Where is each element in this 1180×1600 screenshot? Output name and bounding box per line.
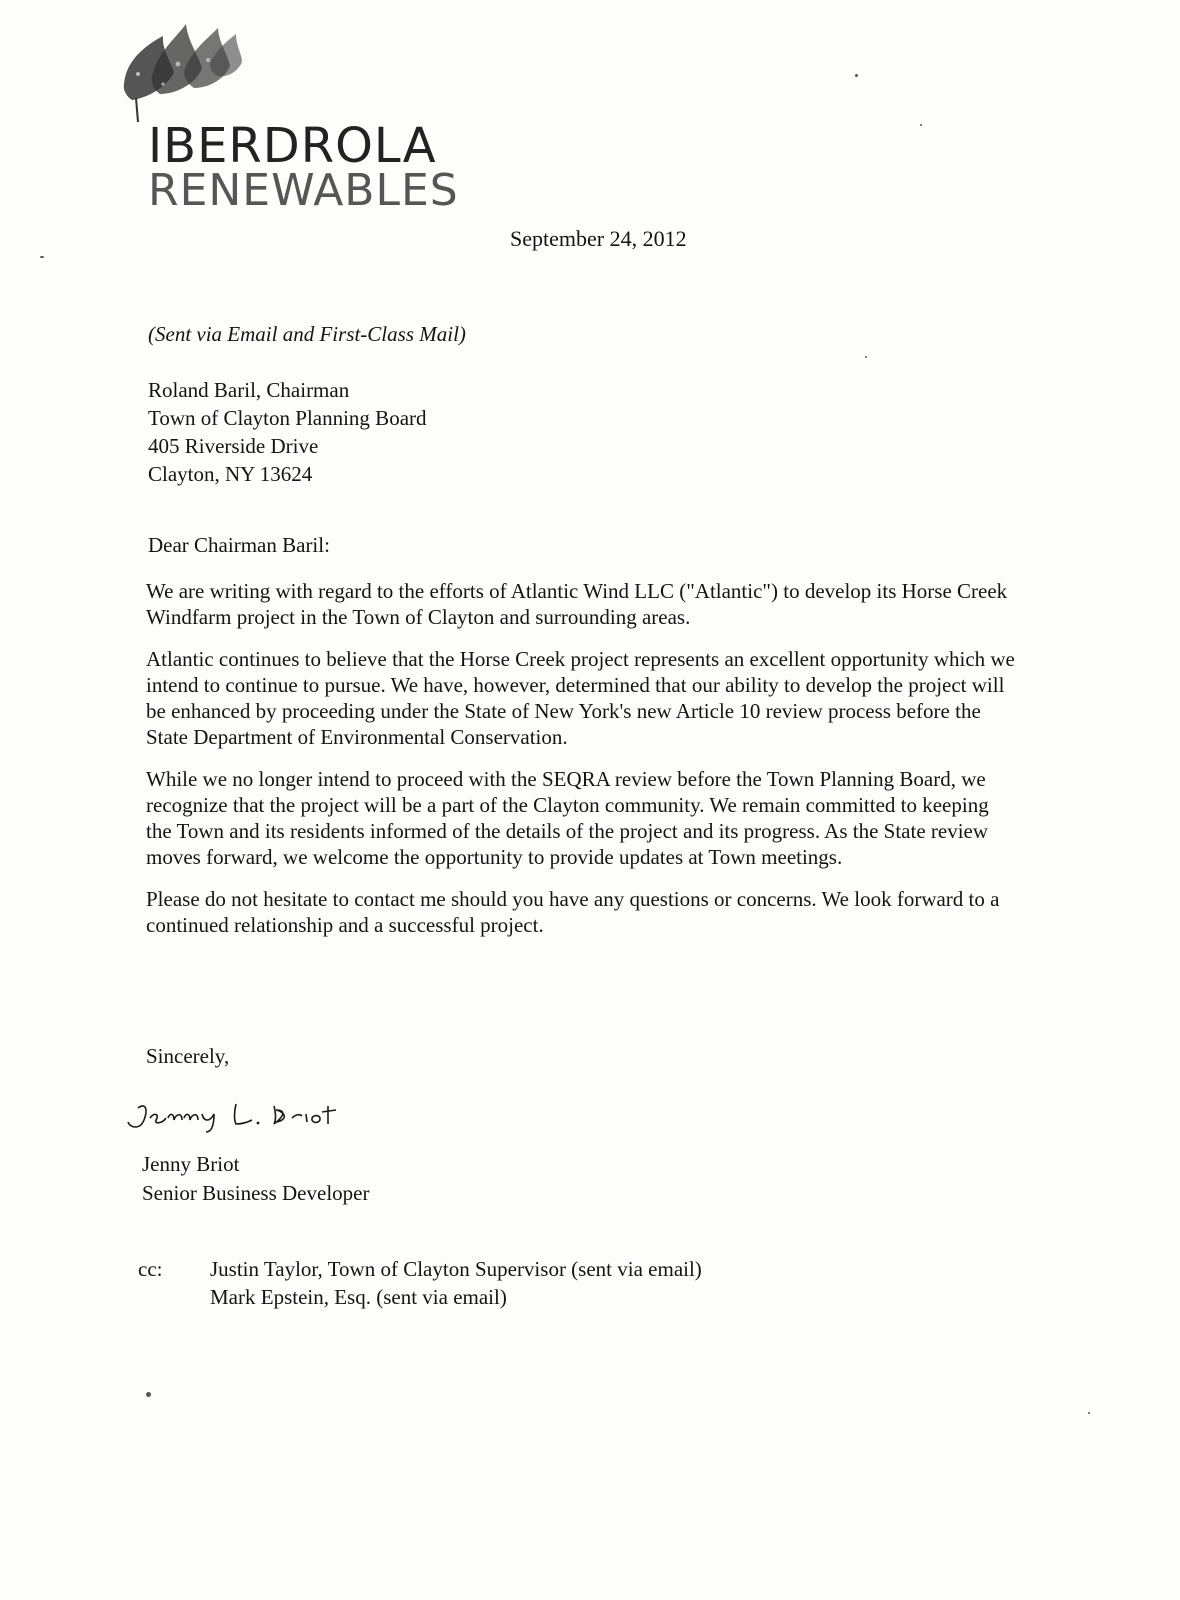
- address-line: 405 Riverside Drive: [148, 434, 319, 458]
- cc-recipient: Mark Epstein, Esq. (sent via email): [210, 1285, 507, 1309]
- address-line: Clayton, NY 13624: [148, 462, 313, 486]
- scan-speck: [1088, 1412, 1090, 1414]
- scan-speck: [146, 1392, 151, 1397]
- salutation: Dear Chairman Baril:: [148, 533, 330, 557]
- letter-body: [146, 578, 1016, 954]
- handwritten-signature: [124, 1088, 364, 1136]
- signer-title: Senior Business Developer: [142, 1181, 370, 1205]
- recipient-address: [148, 376, 427, 488]
- scan-speck: [40, 256, 44, 258]
- letterhead: [118, 14, 478, 216]
- brand-name-line2: RENEWABLES: [148, 165, 459, 216]
- cc-recipient: Justin Taylor, Town of Clayton Supervisor (sent via email): [210, 1257, 702, 1281]
- delivery-note: (Sent via Email and First-Class Mail): [148, 322, 466, 346]
- address-line: Roland Baril, Chairman: [148, 378, 350, 402]
- address-line: Town of Clayton Planning Board: [148, 406, 427, 430]
- scan-speck: [920, 124, 922, 126]
- body-paragraph: While we no longer intend to proceed with the SEQRA review before the Town Planning Board, we recognize that the project will be a part of the Clayton community. We remain committed to keeping the Town and its residents informed of the details of the project and its progress. As the State review moves forward, we welcome the opportunity to provide updates at Town meetings.: [146, 767, 989, 869]
- letter-date: September 24, 2012: [510, 226, 687, 251]
- body-paragraph: We are writing with regard to the efforts of Atlantic Wind LLC ("Atlantic") to develop its Horse Creek Windfarm project in the Town of Clayton and surrounding areas.: [146, 579, 1008, 629]
- closing: Sincerely,: [146, 1044, 230, 1068]
- body-paragraph: Atlantic continues to believe that the Horse Creek project represents an excellent opportunity which we intend to continue to pursue. We have, however, determined that our ability to develop the project will be enhanced by proceeding under the State of New York's new Article 10 review process before the State Department of Environmental Conservation.: [146, 647, 1015, 749]
- scan-speck: [865, 356, 867, 358]
- signer-block: [142, 1150, 369, 1208]
- brand-name-line1: IBERDROLA: [148, 118, 437, 174]
- scan-speck: [855, 74, 858, 77]
- cc-label: cc:: [138, 1257, 163, 1281]
- signer-name: Jenny Briot: [142, 1152, 240, 1176]
- cc-list: [210, 1255, 702, 1311]
- flame-leaves-logo-icon: [118, 14, 248, 126]
- body-paragraph: Please do not hesitate to contact me should you have any questions or concerns. We look forward to a continued relationship and a successful project.: [146, 887, 1000, 937]
